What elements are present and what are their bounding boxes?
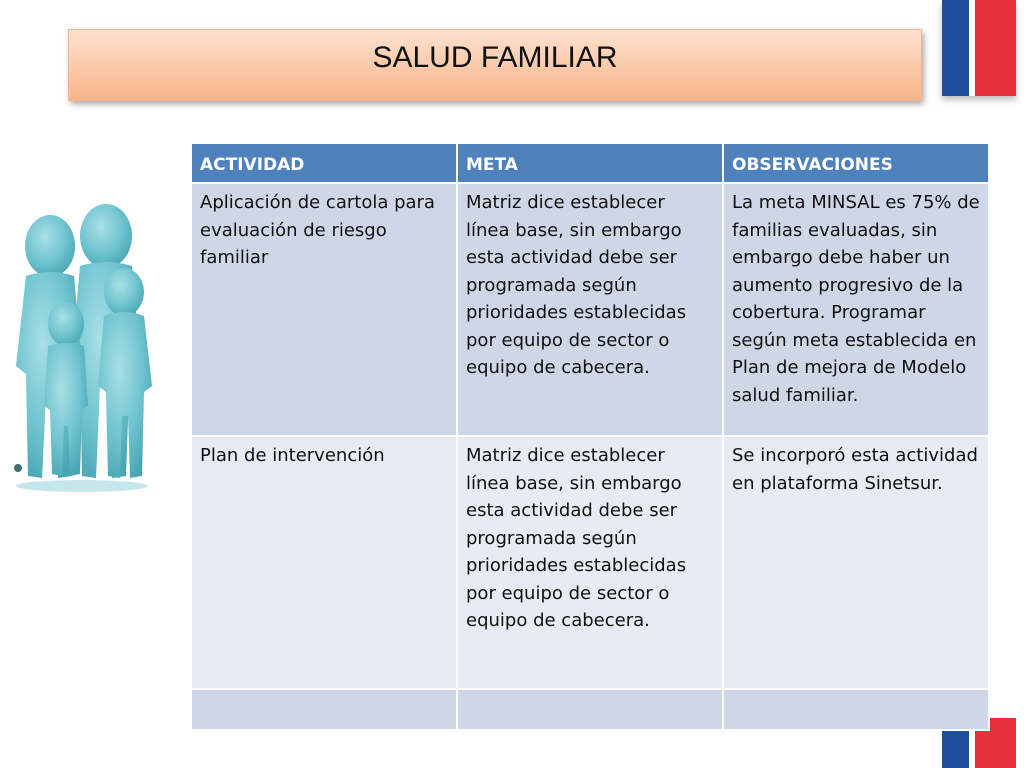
- table-row: [191, 436, 989, 689]
- header-observaciones: OBSERVACIONES: [723, 143, 989, 183]
- cell-text: Plan de intervención: [200, 445, 385, 466]
- table-cell: [457, 183, 723, 436]
- family-figure-icon: [2, 196, 162, 496]
- table-row: [191, 689, 989, 730]
- header-actividad: ACTIVIDAD: [191, 143, 457, 183]
- cell-text: La meta MINSAL es 75% de familias evaluadas, sin embargo debe haber un aumento progresivo de la cobertura. Programar según meta establecida en Plan de mejora de Modelo salud familiar.: [732, 192, 980, 406]
- table-row: [191, 183, 989, 436]
- cell-text: Matriz dice establecer línea base, sin embargo esta actividad debe ser programada según prioridades establecidas por equipo de sector o equipo de cabecera.: [466, 192, 687, 378]
- table-cell: [191, 436, 457, 689]
- table-cell: [723, 689, 989, 730]
- table-cell: [457, 436, 723, 689]
- flag-red-stripe: [975, 0, 1016, 96]
- page-title: SALUD FAMILIAR: [372, 41, 618, 74]
- cell-text: Se incorporó esta actividad en plataforma Sinetsur.: [732, 445, 978, 494]
- table-cell: [191, 183, 457, 436]
- activity-table: [190, 142, 990, 731]
- header-meta: META: [457, 143, 723, 183]
- cell-text: Aplicación de cartola para evaluación de riesgo familiar: [200, 192, 435, 268]
- corner-flag-top: [942, 0, 1016, 96]
- table-cell: [723, 183, 989, 436]
- cell-text: Matriz dice establecer línea base, sin embargo esta actividad debe ser programada según prioridades establecidas por equipo de sector o equipo de cabecera.: [466, 445, 687, 631]
- table-header-row: [191, 143, 989, 183]
- table-cell: [457, 689, 723, 730]
- table-cell: [191, 689, 457, 730]
- table-cell: [723, 436, 989, 689]
- flag-blue-stripe: [942, 0, 972, 96]
- title-banner: [68, 29, 922, 101]
